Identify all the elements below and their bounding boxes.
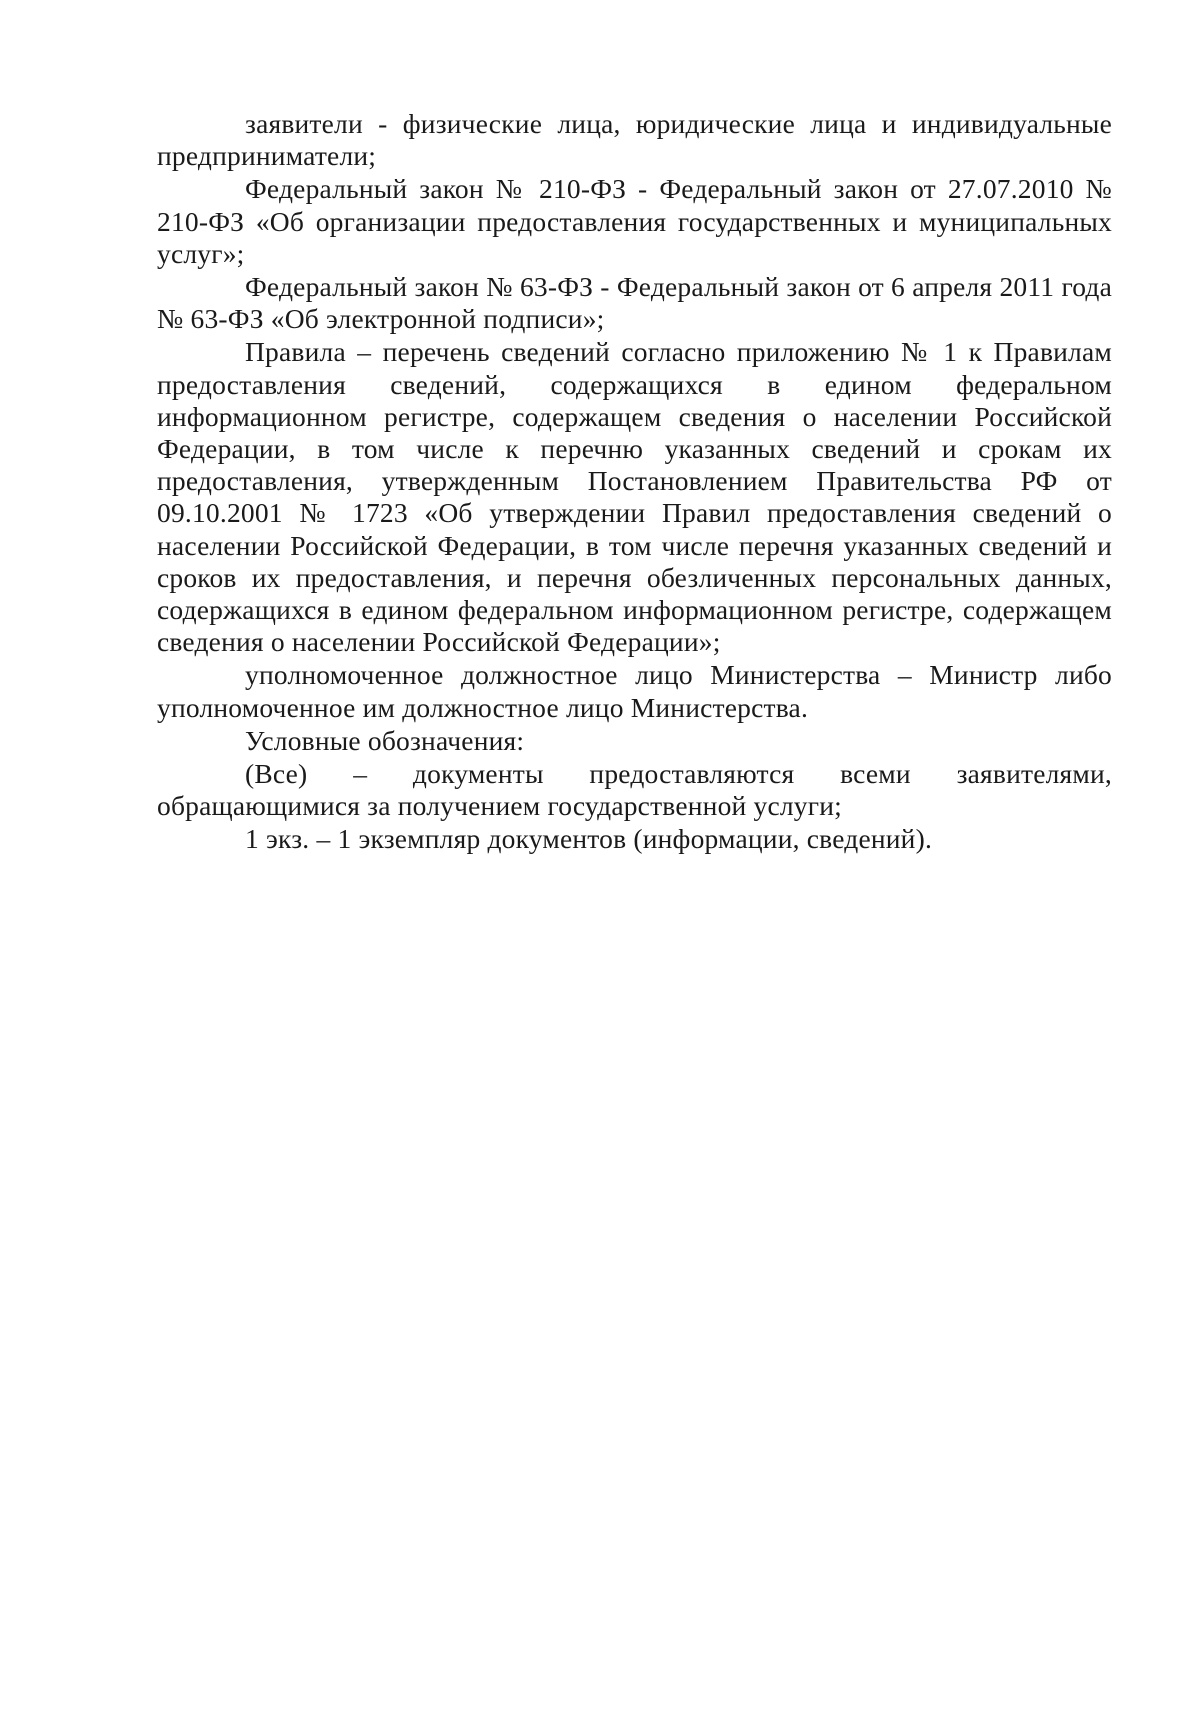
paragraph-authorized-official: уполномоченное должностное лицо Министерства – Министр либо уполномоченное им должностное лицо Министерства. (157, 659, 1112, 723)
paragraph-law-63: Федеральный закон № 63-ФЗ - Федеральный закон от 6 апреля 2011 года № 63-ФЗ «Об электронной подписи»; (157, 271, 1112, 335)
paragraph-rules: Правила – перечень сведений согласно приложению № 1 к Правилам предоставления сведений, содержащихся в едином федеральном информационном регистре, содержащем сведения о населении Российской Федерации, в том числе к перечню указанных сведений и срокам их предоставления, утвержденным Постановлением Правительства РФ от 09.10.2001 № 1723 «Об утверждении Правил предоставления сведений о населении Российской Федерации, в том числе перечня указанных сведений и сроков их предоставления, и перечня обезличенных персональных данных, содержащихся в едином федеральном информационном регистре, содержащем сведения о населении Российской Федерации»; (157, 336, 1112, 658)
paragraph-legend-heading: Условные обозначения: (245, 724, 525, 756)
paragraph-applicants: заявители - физические лица, юридические лица и индивидуальные предприниматели; (157, 108, 1112, 172)
paragraph-legend-all: (Все) – документы предоставляются всеми заявителями, обращающимися за получением государственной услуги; (157, 758, 1112, 822)
paragraph-legend-copy: 1 экз. – 1 экземпляр документов (информации, сведений). (245, 823, 933, 855)
paragraph-law-210: Федеральный закон № 210-ФЗ - Федеральный закон от 27.07.2010 № 210-ФЗ «Об организации предоставления государственных и муниципальных услуг»; (157, 173, 1112, 269)
document-body (157, 108, 1112, 856)
